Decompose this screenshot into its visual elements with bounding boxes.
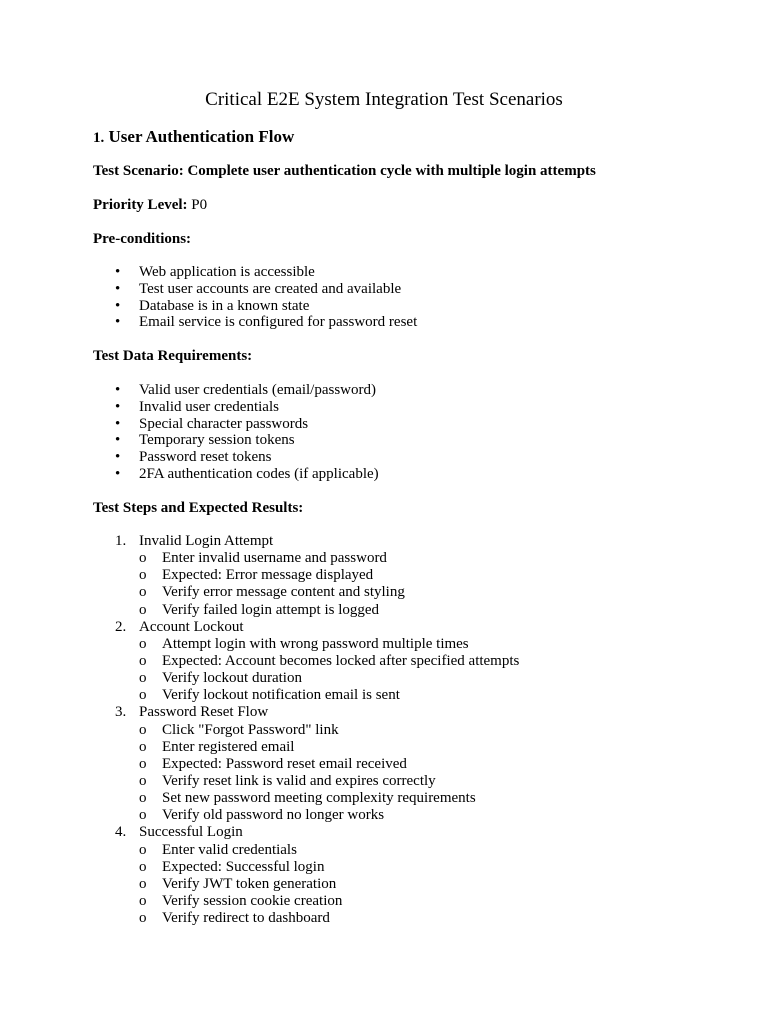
- sub-bullet-glyph: o: [139, 652, 147, 669]
- substep-item: [139, 910, 519, 927]
- list-item: [115, 264, 417, 281]
- substep-text: Set new password meeting complexity requirements: [162, 790, 476, 807]
- substep-item: [139, 893, 519, 910]
- substep-text: Enter invalid username and password: [162, 550, 387, 567]
- bullet-glyph: •: [115, 449, 121, 466]
- substep-text: Enter registered email: [162, 738, 295, 755]
- substep-text: Verify JWT token generation: [162, 875, 337, 892]
- substep-text: Expected: Account becomes locked after specified attempts: [162, 652, 520, 669]
- list-item: [115, 399, 379, 416]
- step-substeps: [139, 550, 519, 619]
- page-title: Critical E2E System Integration Test Scenarios: [205, 89, 563, 110]
- list-item: [115, 281, 417, 298]
- substep-item: [139, 653, 519, 670]
- bullet-glyph: •: [115, 280, 121, 297]
- sub-bullet-glyph: o: [139, 635, 147, 652]
- step-substeps: [139, 722, 519, 825]
- test-scenario: Test Scenario: Complete user authentication cycle with multiple login attempts: [93, 163, 596, 179]
- test-data-heading: Test Data Requirements:: [93, 348, 253, 364]
- substep-item: [139, 859, 519, 876]
- substep-item: [139, 550, 519, 567]
- list-item: [115, 432, 379, 449]
- step-number: 2.: [115, 618, 127, 635]
- list-item-text: Email service is configured for password reset: [139, 314, 418, 331]
- bullet-glyph: •: [115, 432, 121, 449]
- step-item: [115, 824, 519, 927]
- list-item-text: 2FA authentication codes (if applicable): [139, 465, 379, 482]
- priority-value: P0: [191, 197, 208, 213]
- step-number: 3.: [115, 704, 127, 721]
- bullet-glyph: •: [115, 398, 121, 415]
- substep-text: Verify old password no longer works: [162, 807, 385, 824]
- step-substeps: [139, 842, 519, 928]
- step-item: [115, 533, 519, 619]
- bullet-glyph: •: [115, 465, 121, 482]
- step-item: [115, 704, 519, 824]
- substep-item: [139, 722, 519, 739]
- substep-text: Click "Forgot Password" link: [162, 721, 339, 738]
- list-item-text: Web application is accessible: [139, 264, 315, 280]
- substep-item: [139, 842, 519, 859]
- substep-text: Verify lockout duration: [162, 670, 302, 687]
- preconditions-list: [115, 264, 417, 331]
- list-item-text: Test user accounts are created and available: [139, 280, 402, 297]
- sub-bullet-glyph: o: [139, 875, 147, 892]
- substep-text: Expected: Error message displayed: [162, 567, 374, 584]
- sub-bullet-glyph: o: [139, 772, 147, 789]
- substep-text: Verify redirect to dashboard: [162, 910, 330, 927]
- priority-label: Priority Level:: [93, 197, 188, 213]
- sub-bullet-glyph: o: [139, 807, 147, 824]
- sub-bullet-glyph: o: [139, 687, 147, 704]
- step-label: Password Reset Flow: [139, 704, 269, 721]
- list-item-text: Temporary session tokens: [139, 432, 295, 449]
- substep-item: [139, 756, 519, 773]
- list-item-text: Special character passwords: [139, 415, 309, 432]
- bullet-glyph: •: [115, 297, 121, 314]
- substep-item: [139, 636, 519, 653]
- sub-bullet-glyph: o: [139, 841, 147, 858]
- substep-text: Verify error message content and styling: [162, 584, 405, 601]
- list-item: [115, 298, 417, 315]
- steps-list: [115, 533, 519, 927]
- list-item-text: Database is in a known state: [139, 297, 310, 314]
- bullet-glyph: •: [115, 264, 121, 280]
- step-number: 1.: [115, 533, 127, 549]
- step-item: [115, 619, 519, 705]
- substep-text: Verify failed login attempt is logged: [162, 601, 380, 618]
- substep-item: [139, 567, 519, 584]
- test-data-list: [115, 382, 379, 483]
- substep-item: [139, 807, 519, 824]
- substep-item: [139, 687, 519, 704]
- priority-level: [93, 197, 207, 214]
- list-item: [115, 314, 417, 331]
- list-item: [115, 466, 379, 483]
- substep-text: Verify reset link is valid and expires correctly: [162, 772, 436, 789]
- sub-bullet-glyph: o: [139, 892, 147, 909]
- sub-bullet-glyph: o: [139, 601, 147, 618]
- sub-bullet-glyph: o: [139, 550, 147, 567]
- substep-item: [139, 584, 519, 601]
- substep-text: Expected: Successful login: [162, 858, 325, 875]
- substep-item: [139, 876, 519, 893]
- section-title: User Authentication Flow: [108, 127, 295, 146]
- sub-bullet-glyph: o: [139, 670, 147, 687]
- step-number: 4.: [115, 824, 127, 841]
- sub-bullet-glyph: o: [139, 721, 147, 738]
- section-number: 1.: [93, 130, 105, 146]
- substep-text: Verify session cookie creation: [162, 892, 343, 909]
- substep-item: [139, 739, 519, 756]
- list-item-text: Valid user credentials (email/password): [139, 382, 377, 398]
- bullet-glyph: •: [115, 382, 121, 398]
- sub-bullet-glyph: o: [139, 567, 147, 584]
- preconditions-heading: Pre-conditions:: [93, 231, 192, 247]
- list-item: [115, 449, 379, 466]
- step-substeps: [139, 636, 519, 705]
- list-item-text: Password reset tokens: [139, 449, 272, 466]
- sub-bullet-glyph: o: [139, 790, 147, 807]
- substep-text: Enter valid credentials: [162, 841, 297, 858]
- substep-item: [139, 773, 519, 790]
- substep-text: Verify lockout notification email is sent: [162, 687, 400, 704]
- substep-item: [139, 790, 519, 807]
- step-label: Account Lockout: [139, 618, 244, 635]
- sub-bullet-glyph: o: [139, 910, 147, 927]
- list-item: [115, 382, 379, 399]
- bullet-glyph: •: [115, 415, 121, 432]
- section-heading: [93, 127, 294, 148]
- substep-item: [139, 602, 519, 619]
- list-item-text: Invalid user credentials: [139, 398, 279, 415]
- step-label: Successful Login: [139, 824, 243, 841]
- bullet-glyph: •: [115, 314, 121, 331]
- steps-heading: Test Steps and Expected Results:: [93, 500, 304, 516]
- step-label: Invalid Login Attempt: [139, 533, 274, 549]
- substep-item: [139, 670, 519, 687]
- substep-text: Attempt login with wrong password multiple times: [162, 635, 469, 652]
- sub-bullet-glyph: o: [139, 738, 147, 755]
- sub-bullet-glyph: o: [139, 584, 147, 601]
- substep-text: Expected: Password reset email received: [162, 755, 407, 772]
- list-item: [115, 416, 379, 433]
- sub-bullet-glyph: o: [139, 755, 147, 772]
- sub-bullet-glyph: o: [139, 858, 147, 875]
